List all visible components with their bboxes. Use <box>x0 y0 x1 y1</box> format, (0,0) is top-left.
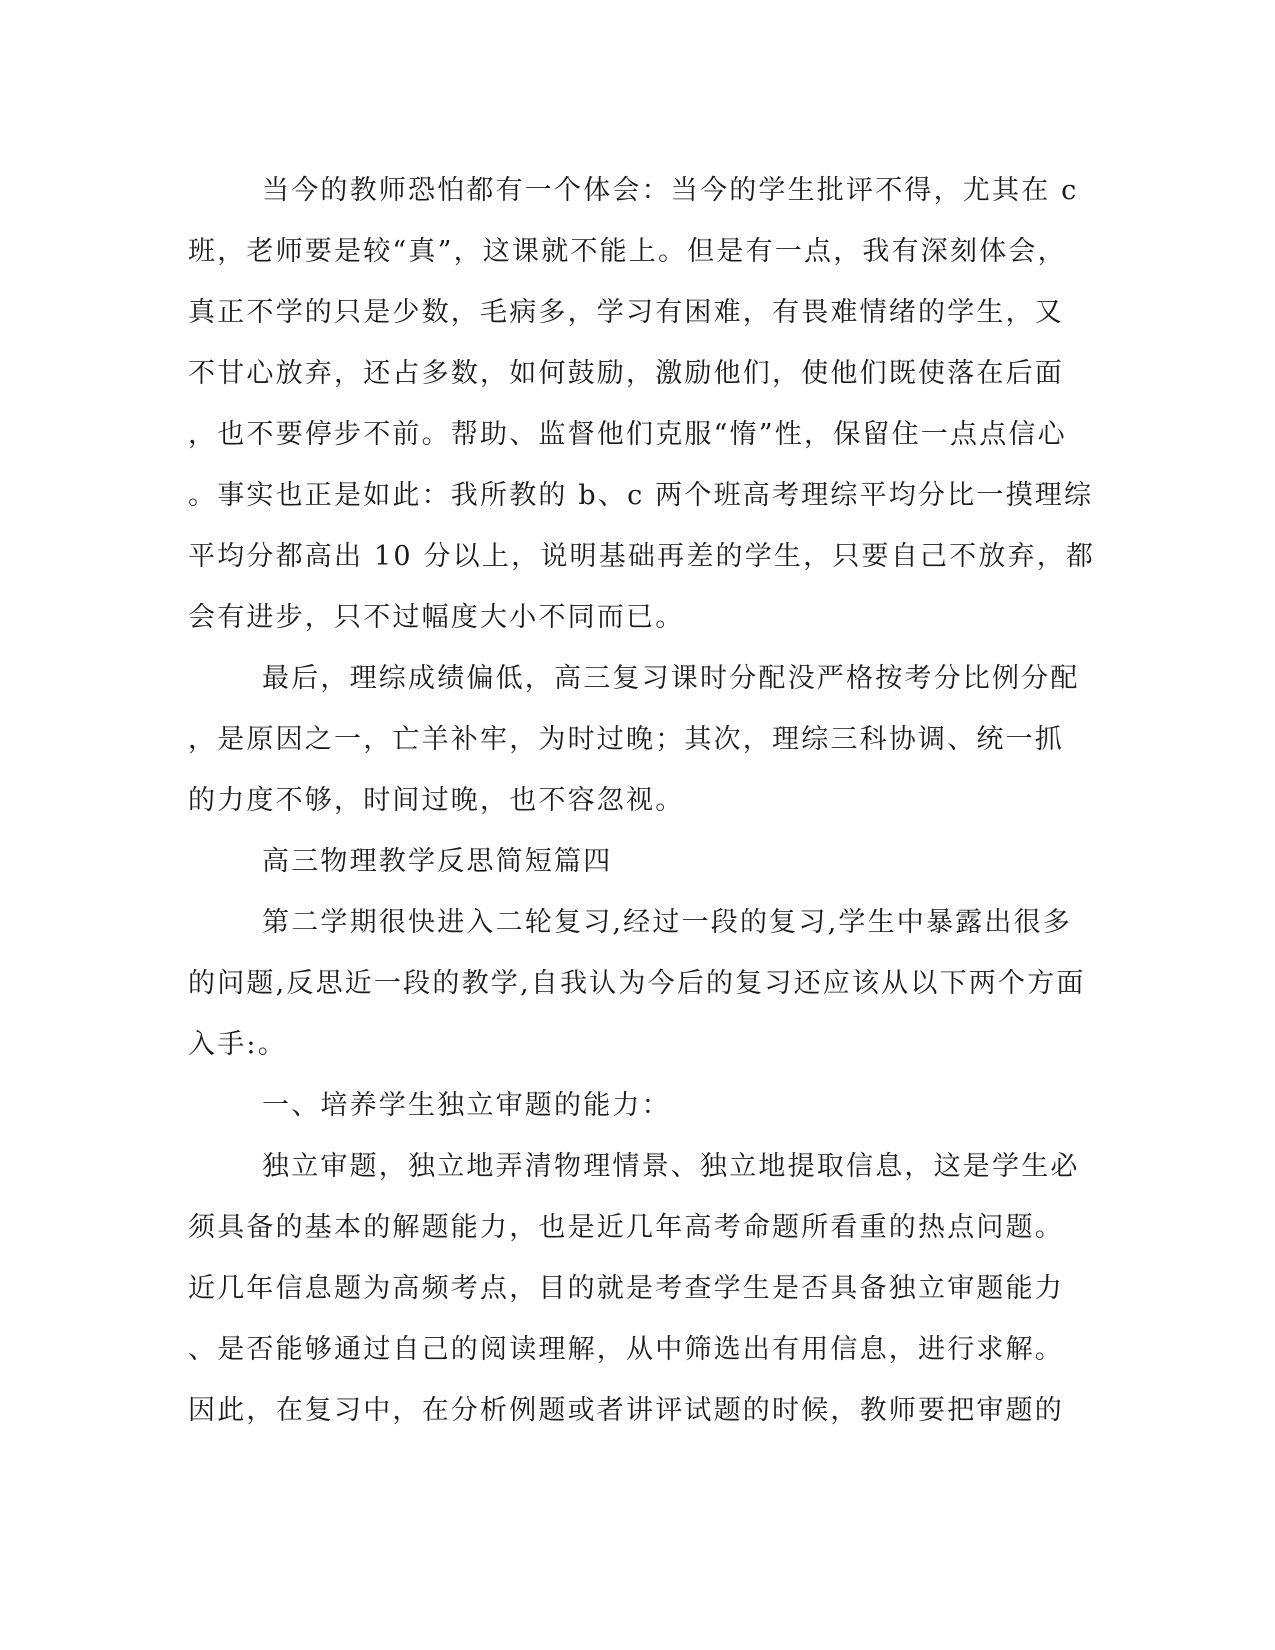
text-line: 独立审题，独立地弄清物理情景、独立地提取信息，这是学生必 <box>262 1151 1080 1182</box>
text-line: 的问题,反思近一段的教学,自我认为今后的复习还应该从以下两个方面 <box>188 968 1086 999</box>
text-line: 最后，理综成绩偏低，高三复习课时分配没严格按考分比例分配 <box>262 663 1080 694</box>
text-line: 真正不学的只是少数，毛病多，学习有困难，有畏难情绪的学生，又 <box>188 297 1064 328</box>
text-line: 入手:。 <box>188 1029 287 1060</box>
text-line: 平均分都高出 10 分以上，说明基础再差的学生，只要自己不放弃，都 <box>188 541 1096 572</box>
text-line: 近几年信息题为高频考点，目的就是考查学生是否具备独立审题能力 <box>188 1273 1064 1304</box>
text-line: 。事实也正是如此：我所教的 b、c 两个班高考理综平均分比一摸理综 <box>188 480 1094 511</box>
text-line: 会有进步，只不过幅度大小不同而已。 <box>188 602 685 633</box>
text-line: 第二学期很快进入二轮复习,经过一段的复习,学生中暴露出很多 <box>262 907 1072 938</box>
text-line: 班，老师要是较“真”，这课就不能上。但是有一点，我有深刻体会， <box>188 236 1067 267</box>
document-body <box>188 160 1096 1441</box>
text-line: 因此，在复习中，在分析例题或者讲评试题的时候，教师要把审题的 <box>188 1395 1064 1426</box>
text-line: 不甘心放弃，还占多数，如何鼓励，激励他们，使他们既使落在后面 <box>188 358 1064 389</box>
section-heading: 高三物理教学反思简短篇四 <box>262 846 613 877</box>
text-line: ，也不要停步不前。帮助、监督他们克服“惰”性，保留住一点点信心 <box>188 419 1067 450</box>
subsection-heading: 一、培养学生独立审题的能力： <box>262 1090 671 1121</box>
text-line: 、是否能够通过自己的阅读理解，从中筛选出有用信息，进行求解。 <box>188 1334 1064 1365</box>
text-line: 当今的教师恐怕都有一个体会：当今的学生批评不得，尤其在 c <box>262 175 1079 206</box>
text-line: ，是原因之一，亡羊补牢，为时过晚；其次，理综三科协调、统一抓 <box>188 724 1064 755</box>
text-line: 的力度不够，时间过晚，也不容忽视。 <box>188 785 685 816</box>
text-line: 须具备的基本的解题能力，也是近几年高考命题所看重的热点问题。 <box>188 1212 1064 1243</box>
